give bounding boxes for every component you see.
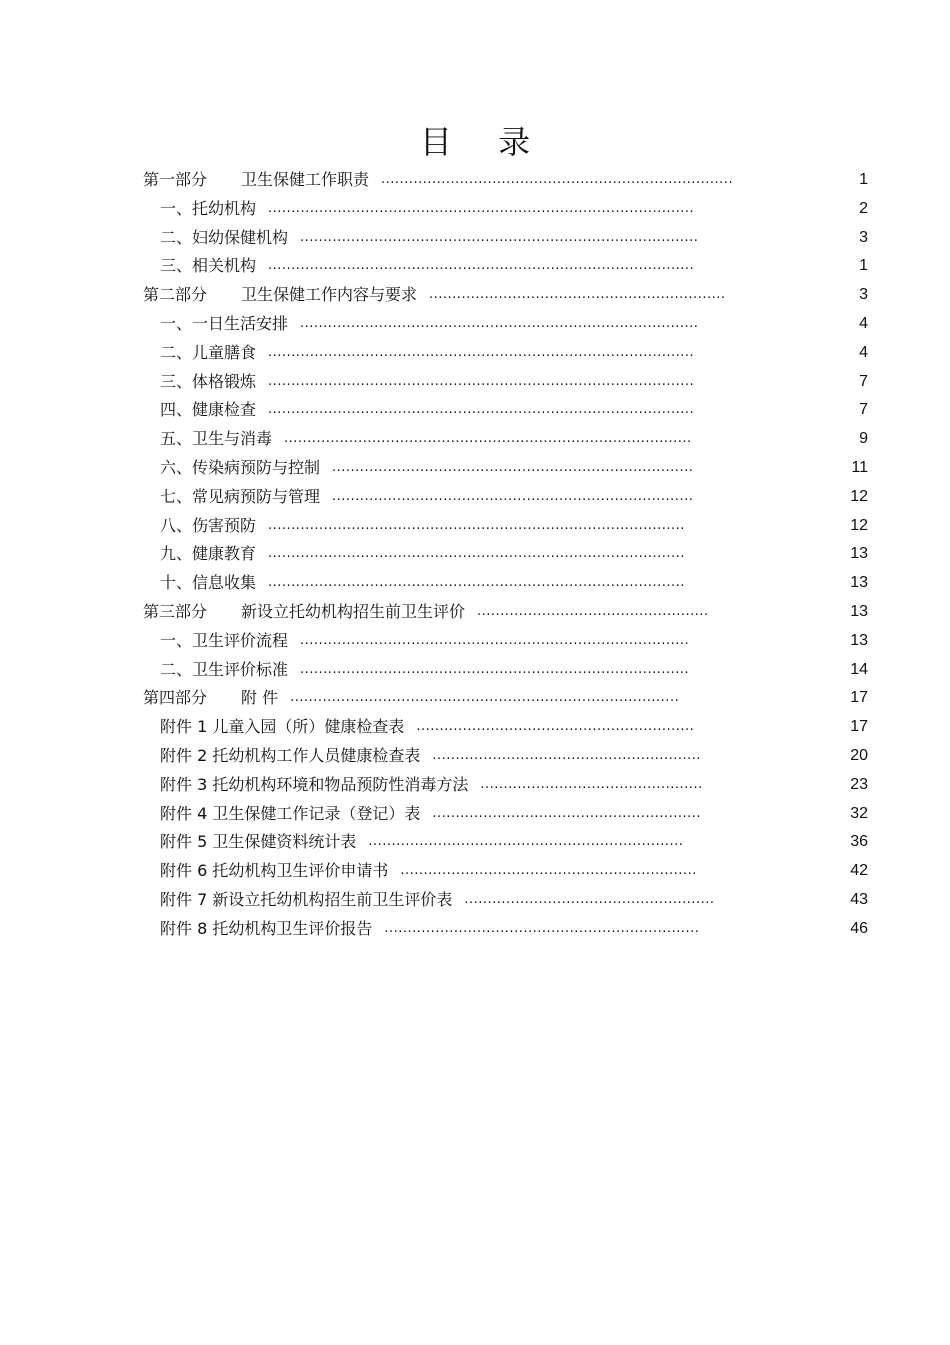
toc-section-entry[interactable] <box>143 368 868 397</box>
toc-section-entry[interactable] <box>143 425 868 454</box>
toc-page-number: 23 <box>850 775 868 793</box>
toc-page-number: 36 <box>850 833 868 851</box>
toc-entry-label <box>160 368 256 397</box>
toc-part-entry[interactable] <box>143 684 868 713</box>
toc-dot-leader: ...................................................................................... <box>300 229 699 245</box>
toc-entry-label <box>160 828 356 857</box>
toc-dot-leader: .......................................................... <box>432 747 702 763</box>
toc-section-entry[interactable] <box>143 454 868 483</box>
toc-dot-leader: ............................................................................................ <box>268 402 695 418</box>
toc-section-entry[interactable] <box>143 656 868 685</box>
toc-entry-text: 二、妇幼保健机构 <box>160 227 289 247</box>
toc-dot-leader: .............................................................................. <box>332 459 694 475</box>
toc-dot-leader: ................................................................ <box>429 287 726 303</box>
toc-entry-label <box>160 512 256 541</box>
toc-entry-label <box>160 339 256 368</box>
toc-entry-text: 一、卫生评价流程 <box>160 630 289 650</box>
toc-entry-label <box>143 281 417 310</box>
toc-page-number: 3 <box>859 286 868 304</box>
toc-section-entry[interactable] <box>143 713 868 742</box>
toc-page-number: 12 <box>850 516 868 534</box>
toc-entry-text: 附件 8 托幼机构卫生评价报告 <box>160 918 373 938</box>
toc-entry-label <box>160 252 256 281</box>
toc-section-entry[interactable] <box>143 771 868 800</box>
toc-section-entry[interactable] <box>143 886 868 915</box>
toc-part-number: 第四部分 <box>143 688 208 708</box>
toc-entry-text: 八、伤害预防 <box>160 515 257 535</box>
toc-dot-leader: .................................................................... <box>384 920 700 936</box>
toc-page-number: 13 <box>850 631 868 649</box>
toc-dot-leader: ...................................................... <box>464 891 715 907</box>
toc-dot-leader: ................................................................ <box>400 863 697 879</box>
toc-page-number: 13 <box>850 602 868 620</box>
toc-page-number: 13 <box>850 574 868 592</box>
toc-dot-leader: .................................................. <box>477 603 709 619</box>
toc-section-entry[interactable] <box>143 828 868 857</box>
toc-entry-text: 六、传染病预防与控制 <box>160 457 321 477</box>
toc-section-entry[interactable] <box>143 857 868 886</box>
toc-entry-text: 附件 5 卫生保健资料统计表 <box>160 832 357 852</box>
toc-page-number: 4 <box>859 314 868 332</box>
toc-entry-text: 附 件 <box>241 688 279 708</box>
toc-entry-text: 附件 2 托幼机构工作人员健康检查表 <box>160 745 421 765</box>
toc-entry-text: 三、相关机构 <box>160 256 257 276</box>
toc-section-entry[interactable] <box>143 512 868 541</box>
toc-section-entry[interactable] <box>143 195 868 224</box>
document-title: 目 录 <box>419 123 549 161</box>
toc-page-number: 2 <box>859 199 868 217</box>
toc-section-entry[interactable] <box>143 339 868 368</box>
toc-entry-label <box>160 886 452 915</box>
toc-dot-leader: ...................................................................................... <box>300 315 699 331</box>
toc-page-number: 46 <box>850 919 868 937</box>
toc-section-entry[interactable] <box>143 569 868 598</box>
toc-dot-leader: ........................................................................................ <box>284 431 692 447</box>
toc-entry-text: 新设立托幼机构招生前卫生评价 <box>241 601 466 621</box>
toc-section-entry[interactable] <box>143 396 868 425</box>
toc-page-number: 11 <box>851 458 868 476</box>
table-of-contents <box>143 166 868 944</box>
toc-entry-label <box>160 454 320 483</box>
toc-entry-text: 九、健康教育 <box>160 544 257 564</box>
toc-page-number: 17 <box>850 718 868 736</box>
toc-dot-leader: .................................................................................... <box>300 632 690 648</box>
toc-entry-text: 七、常见病预防与管理 <box>160 486 321 506</box>
toc-section-entry[interactable] <box>143 252 868 281</box>
toc-entry-text: 一、一日生活安排 <box>160 313 289 333</box>
toc-dot-leader: .......................................................................................... <box>268 575 685 591</box>
toc-entry-label <box>160 483 320 512</box>
toc-section-entry[interactable] <box>143 483 868 512</box>
toc-entry-text: 二、儿童膳食 <box>160 342 257 362</box>
toc-part-entry[interactable] <box>143 598 868 627</box>
toc-entry-text: 附件 1 儿童入园（所）健康检查表 <box>160 717 405 737</box>
toc-entry-text: 十、信息收集 <box>160 573 257 593</box>
toc-entry-label <box>160 310 288 339</box>
toc-dot-leader: ............................................................................................ <box>268 373 695 389</box>
toc-page-number: 7 <box>859 401 868 419</box>
toc-dot-leader: .................................................................................... <box>300 661 690 677</box>
toc-entry-text: 附件 6 托幼机构卫生评价申请书 <box>160 861 389 881</box>
toc-entry-label <box>160 915 372 944</box>
toc-dot-leader: ............................................................................................ <box>268 258 695 274</box>
toc-section-entry[interactable] <box>143 742 868 771</box>
toc-entry-text: 卫生保健工作职责 <box>241 170 370 189</box>
toc-page-number: 9 <box>859 430 868 448</box>
toc-entry-label <box>160 713 404 742</box>
toc-page-number: 3 <box>859 228 868 246</box>
toc-part-number: 第一部分 <box>143 170 208 189</box>
toc-dot-leader: .......................................................................................... <box>268 546 685 562</box>
toc-page-number: 1 <box>859 257 868 275</box>
toc-section-entry[interactable] <box>143 310 868 339</box>
toc-dot-leader: .......................................................... <box>432 805 702 821</box>
toc-part-number: 第二部分 <box>143 285 208 305</box>
toc-section-entry[interactable] <box>143 915 868 944</box>
toc-entry-text: 附件 7 新设立托幼机构招生前卫生评价表 <box>160 889 453 909</box>
toc-dot-leader: ................................................ <box>480 776 703 792</box>
toc-page-number: 12 <box>850 487 868 505</box>
toc-section-entry[interactable] <box>143 224 868 253</box>
toc-entry-text: 五、卫生与消毒 <box>160 429 273 449</box>
toc-entry-text: 二、卫生评价标准 <box>160 659 289 679</box>
toc-dot-leader: ............................................................ <box>416 719 695 735</box>
toc-entry-text: 三、体格锻炼 <box>160 371 257 391</box>
toc-section-entry[interactable] <box>143 627 868 656</box>
toc-entry-text: 卫生保健工作内容与要求 <box>241 285 418 305</box>
toc-dot-leader: .................................................................... <box>368 834 684 850</box>
toc-dot-leader: .............................................................................. <box>332 488 694 504</box>
toc-page-number: 42 <box>850 862 868 880</box>
toc-entry-label <box>160 396 256 425</box>
toc-dot-leader: .......................................................................................... <box>268 517 685 533</box>
toc-dot-leader: ............................................................................................ <box>268 344 695 360</box>
toc-entry-text: 四、健康检查 <box>160 400 257 420</box>
toc-entry-text: 一、托幼机构 <box>160 198 257 218</box>
toc-part-number: 第三部分 <box>143 601 208 621</box>
toc-page-number: 17 <box>850 689 868 707</box>
toc-part-entry[interactable] <box>143 166 868 195</box>
toc-page-number: 7 <box>859 372 868 390</box>
toc-entry-label <box>143 166 369 195</box>
toc-entry-label <box>160 656 288 685</box>
toc-entry-label <box>160 857 388 886</box>
toc-dot-leader: ............................................................................................ <box>268 200 695 216</box>
toc-page-number: 1 <box>859 171 868 188</box>
toc-entry-label <box>160 224 288 253</box>
toc-entry-label <box>160 195 256 224</box>
toc-entry-text: 附件 4 卫生保健工作记录（登记）表 <box>160 803 421 823</box>
toc-dot-leader: .................................................................................... <box>290 690 680 706</box>
toc-entry-label <box>143 598 465 627</box>
toc-section-entry[interactable] <box>143 800 868 829</box>
toc-entry-label <box>143 684 278 713</box>
toc-part-entry[interactable] <box>143 281 868 310</box>
toc-entry-label <box>160 771 468 800</box>
toc-entry-label <box>160 540 256 569</box>
toc-section-entry[interactable] <box>143 540 868 569</box>
toc-entry-label <box>160 627 288 656</box>
toc-entry-label <box>160 800 420 829</box>
toc-page-number: 32 <box>850 804 868 822</box>
toc-page-number: 20 <box>850 746 868 764</box>
toc-page-number: 14 <box>850 660 868 678</box>
toc-dot-leader: ............................................................................ <box>381 172 734 187</box>
toc-page-number: 13 <box>850 545 868 563</box>
toc-entry-text: 附件 3 托幼机构环境和物品预防性消毒方法 <box>160 774 469 794</box>
toc-page-number: 4 <box>859 343 868 361</box>
toc-entry-label <box>160 742 420 771</box>
toc-entry-label <box>160 425 272 454</box>
toc-page-number: 43 <box>850 890 868 908</box>
toc-entry-label <box>160 569 256 598</box>
